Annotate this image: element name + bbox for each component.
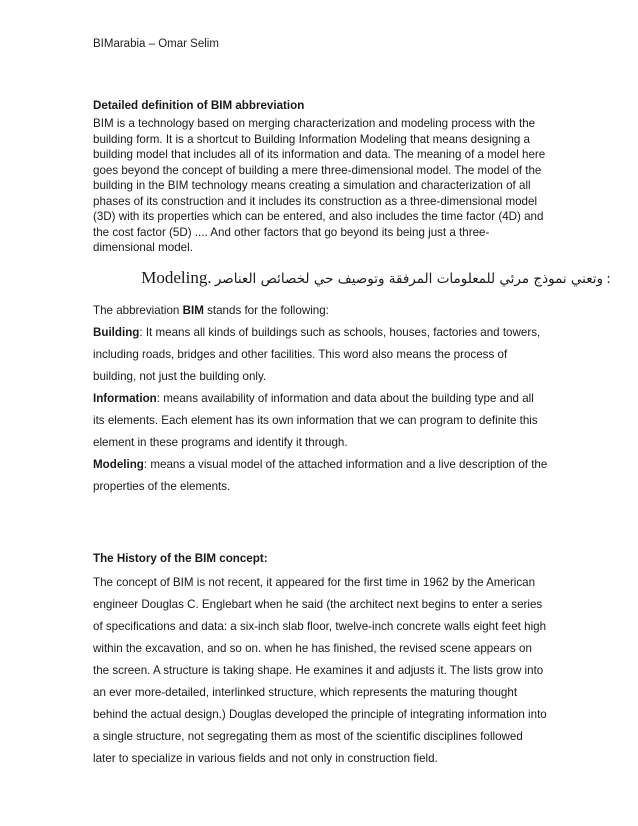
modeling-definition: Modeling: means a visual model of the attached information and a live description of the properties of the elements.: [93, 457, 548, 493]
building-term: Building: [93, 325, 140, 339]
information-definition: Information: means availability of information and data about the building type and all its elements. Each element has its own information that we can program to definite this element in these programs and identify it through.: [93, 391, 538, 449]
definition-paragraph: BIM is a technology based on merging characterization and modeling process with the building form. It is a shortcut to Building Information Modeling that means designing a building model that includes all of its information and data. The meaning of a model here goes beyond the concept of building a mere three-dimensional model. The model of the building in the BIM technology means creating a simulation and characterization of all phases of its construction and it includes its construction as a three-dimensional model (3D) with its properties which can be entered, and also includes the time factor (4D) and the cost factor (5D) .... And other factors that go beyond its being just a three-dimensional model.: [93, 117, 546, 254]
document-body: [93, 96, 611, 770]
history-section: [93, 548, 548, 770]
building-definition: Building: It means all kinds of buildings such as schools, houses, factories and towers, including roads, bridges and other facilities. This word also means the process of building, not just the building only.: [93, 325, 541, 383]
information-term: Information: [93, 391, 157, 405]
abbreviation-intro: The abbreviation BIM stands for the following:: [93, 303, 329, 317]
history-paragraph: The concept of BIM is not recent, it appeared for the first time in 1962 by the American engineer Douglas C. Englebart when he said (the architect next begins to enter a series of specifications and data: a six-inch slab floor, twelve-inch concrete walls eight feet high within the excavation, and so on. when he has finished, the revised scene appears on the screen. A structure is taking shape. He examines it and adjusts it. The lists grow into an ever more-detailed, interlinked structure, which represents the maturing thought behind the actual design.) Douglas developed the principle of integrating information into a single structure, not segregating them as most of the scientific disciplines followed later to specialize in various fields and not only in construction field.: [93, 575, 547, 765]
modeling-term: Modeling: [93, 457, 144, 471]
arabic-line-colon: :: [606, 270, 611, 287]
abbreviation-list: [93, 300, 548, 498]
page-header: BIMarabia – Omar Selim: [93, 38, 219, 50]
arabic-definition-line: [93, 264, 611, 294]
section-heading-history: The History of the BIM concept:: [93, 551, 268, 565]
section-heading-definition: Detailed definition of BIM abbreviation: [93, 99, 305, 112]
arabic-line-latin-word: Modeling.: [141, 267, 212, 287]
arabic-line-text: وتعني نموذج مرئي للمعلومات المرفقة وتوصيف حي لخصائص العناصر: [214, 270, 604, 287]
